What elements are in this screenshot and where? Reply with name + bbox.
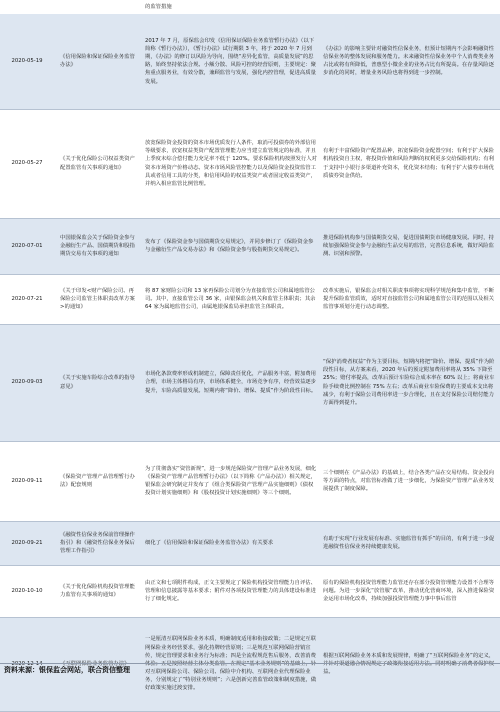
content-cell: 一是厘清互联网保险业务本质，明确制度适用和衔接政策；二是规定互联网保险业务经营要求，强化持牌经营原则；三是规范互联网保险营销宣传，规定管理要求和业务行为标准；四是全流程规范售后服务，改善消费 对互联网保险公司、保险公司、保险中介机构、互联网企业代理保险业务，分别规定了“特别业务规则”；六是创新完善监管政策和制度措施，做好政策实施过渡安排。 [142, 617, 320, 711]
date-cell: 2020-07-21 [0, 274, 54, 324]
content-cell: 由正文和七项附件构成，正文主要规定了保险机构投资管理能力自评估、管理和信息披露等基本要求；附件对各项投资管理能力的具体建设标准进行了细化规定。 [142, 565, 320, 617]
table-bottom-rule [0, 663, 500, 664]
date-cell: 2020-10-10 [0, 565, 54, 617]
significance-cell [320, 0, 500, 14]
significance-cell: 推进保险机构参与国债期货交易，促进国债期货市场健康发展。同时，持续加强保险资金参与金融衍生品交易的监管，完善信息系统，做好风险监测、识别和预警。 [320, 218, 500, 274]
date-cell [0, 617, 54, 711]
date-cell: 2020-05-27 [0, 109, 54, 218]
policy-cell: 《信用保险和保证保险业务监管办法》 [54, 14, 142, 109]
policy-cell: 《关于印发<财产保险公司、再保险公司监管主体职责改革方案>的通知》 [54, 274, 142, 324]
content-cell: 放宽保险资金投资的资本市场优质发行人条件，取消可投债券的外部信用等级要求，放宽权益类资产配置管理能力应当建立监管规定的标准，并且上季度末综合偿付能力充足率不低于 120%。要求保险机构按照发行人对资本市场资产价格动态、资本市场风险管控能力以及保险资金投资监管工具或者信用工具的分类，和信用风险的权益类资产或者固定收益类资产，并纳入相应监管比例管理。 [142, 109, 320, 218]
table-row [0, 109, 500, 218]
table-row [0, 565, 500, 617]
date-cell: 2020-09-21 [0, 521, 54, 565]
content-cell: 市场化条款费率形成机制建立，保障责任优化，产品服务丰富，附加费用合理，市场主体格局有序，市场体系健全，市场竞争有序，经营效益逐步提升，车险高质量发展。短期内将“降价、增保、提质”作为阶段性目标。 [142, 324, 320, 441]
table-row [0, 324, 500, 441]
policy-cell: 《保险资产管理产品管理暂行办法》配套规则 [54, 441, 142, 521]
significance-cell: “保护消费者权益”作为主要目标，短期内将把“降价、增保、提质”作为阶段性目标，从方案来看，2020 年后的预定附加费用率将从 35% 下降至 25%；赔付率提高，改革后预计车险综合成本率在 60% 以上；将商业车险手续费比例控制在 75% 左右；改革后商业车险保费的主要成本支出将减少，有利于保险公司费用率进一步合理化，且在支付保险公司赔付能力方面得到提升。 [320, 324, 500, 441]
date-cell: 2020-09-03 [0, 324, 54, 441]
content-cell: 的监管措施 [142, 0, 320, 14]
significance-cell: 三个细则在《产品办法》的基础上，结合各类产品在交易结构、资金投向等方面的特点，对监管标准做了进一步细化，为保险资产管理产品业务发展提供了制度保障。 [320, 441, 500, 521]
table-row [0, 521, 500, 565]
date-cell: 2020-05-19 [0, 14, 54, 109]
significance-cell: 改革实施后，银保监会对相关职责事项将实现科学规范和集中监管，不断提升保险监管质效，适时对直接监管公司和属地监管公司的范围以及相关监管事项划分进行动态调整。 [320, 274, 500, 324]
table-row [0, 218, 500, 274]
date-cell [0, 0, 54, 14]
policy-cell: 《关于优化保险公司权益类资产配置监管有关事项的通知》 [54, 109, 142, 218]
policy-cell [54, 617, 142, 711]
significance-cell: 有利于丰富保险资产配置品种，拓宽保险资金配置空间；有利于扩大保险机构投资自主权，将投资价值和风险判断的权利更多交给保险机构；有利于支持中小银行多渠道补充资本，优化资本结构；有利于扩大债券市场优质债券资金供给。 [320, 109, 500, 218]
table-row [0, 274, 500, 324]
table-row [0, 0, 500, 14]
content-cell: 将 87 家财险公司和 13 家再保险公司划分为直接监管公司和属地监管公司。其中，直接监管公司 36 家，由银保监会机关和监管主体职责；其余 64 家为属地监管公司，由属地银保监局承担监管主体职责。 [142, 274, 320, 324]
significance-cell: 根据互联网保险业务本质和发展规律，明确了“互联网保险业务”的定义， 益。 [320, 617, 500, 711]
table-row [0, 441, 500, 521]
content-cell: 2017 年 7 月，原保监会印发《信用保证保险业务监管暂行办法》（以下简称《暂行办法》），《暂行办法》试行期限 3 年，将于 2020 年 7 月到期，《办法》的修订以风险为导向，围绕“差异化监管，高质量发展”的思路，始终坚持依法合规、小额分散、风险可控的经营原则，主要规定：聚焦重点服务业，有效分散，兼顾监管与发展，强化内控管理，促进高质量发展。 [142, 14, 320, 109]
date-cell: 2020-09-11 [0, 441, 54, 521]
source-note: 资料来源：银保监会网站，联合资信整理 [4, 666, 130, 674]
significance-cell: 《办法》的影响主要针对融资性信保业务，但预计短期内不会影响融资性信保业务的整体发展和服务能力。未来融资性信保业务中个人消费类业务占比或将有所降低，普惠型小微企业的业务占比有所提高。在存量风险逐步消化的同时，增量业务风险也将得到进一步控制。 [320, 14, 500, 109]
policy-cell: 《融资性信保业务保前管理操作指引》和《融资性信保业务保后管理工作指引》 [54, 521, 142, 565]
significance-cell: 有助于实现“行业发展有标准、实施监管有抓手”的目的，有利于进一步促进融资性信保业务持续健康发展。 [320, 521, 500, 565]
content-cell: 发布了《保险资金参与国债期货交易规定》，并同步修订了《保险资金参与金融衍生产品交易办法》和《保险资金参与股指期货交易规定》。 [142, 218, 320, 274]
content-cell: 为了贯彻落实“资管新规”，进一步规范保险资产管理产品业务发展，细化《保险资产管理产品管理暂行办法》（以下简称《产品办法》）相关规定，银保监会研究制定并发布了《组合类保险资产管理产品实施细则》《债权投资计划实施细则》和《股权投资计划实施细则》等三个细则。 [142, 441, 320, 521]
table-row [0, 14, 500, 109]
significance-cell: 原有的保险机构投资管理能力监管还存在部分投资管理能力设置不合理等问题。为进一步深化“放管服”改革，推动优化营商环境，深入推进保险资金运用市场化改革，持续加强投资管理能力事中事后监管 [320, 565, 500, 617]
policy-cell: 中国银保监会关于保险资金参与金融衍生产品、国债期货和股指期货交易有关事项的通知 [54, 218, 142, 274]
table-row [0, 617, 500, 711]
content-cell: 细化了《信用保险和保证保险业务监管办法》有关要求 [142, 521, 320, 565]
policy-cell: 《关于优化保险机构投资管理能力监管有关事项的通知》 [54, 565, 142, 617]
policy-cell [54, 0, 142, 14]
policy-cell: 《关于实施车险综合改革的指导意见》 [54, 324, 142, 441]
date-cell: 2020-07-01 [0, 218, 54, 274]
